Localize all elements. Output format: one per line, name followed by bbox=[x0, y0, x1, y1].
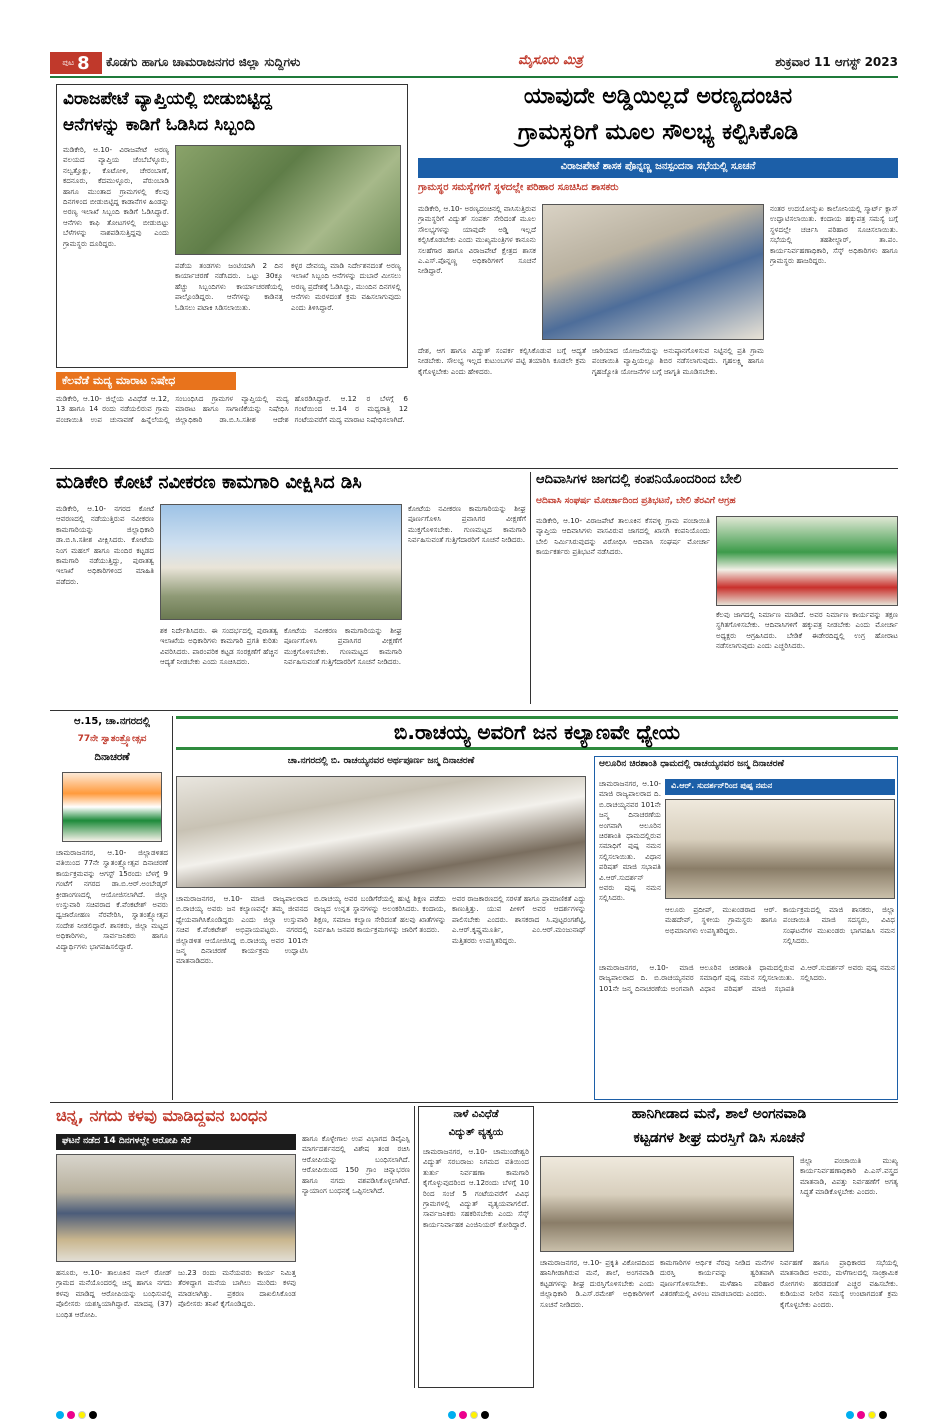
section-rule-2 bbox=[50, 710, 898, 711]
story-alur bbox=[594, 756, 898, 1100]
registration-marks-right bbox=[846, 1404, 890, 1423]
story-forest-villages bbox=[418, 84, 898, 464]
forest-villages-headline-2: ಗ್ರಾಮಸ್ಥರಿಗೆ ಮೂಲ ಸೌಲಭ್ಯ ಕಲ್ಪಿಸಿಕೊಡಿ bbox=[517, 120, 799, 145]
paper-name: ಮೈಸೂರು ಮಿತ್ರ bbox=[518, 53, 583, 68]
fort-body-continued: ಕೋಟೆಯ ನವೀಕರಣ ಕಾಮಗಾರಿಯನ್ನು ಶೀಘ್ರ ಪೂರ್ಣಗೊಳಿಸಿ ಪ್ರವಾಸಿಗರ ವೀಕ್ಷಣೆಗೆ ಮುಕ್ತಗೊಳಿಸಬೇಕು. ಗುಣಮಟ್ಟದ ಕಾಮಗಾರಿ ನಿರ್ವಹಿಸುವಂತೆ ಗುತ್ತಿಗೆದಾರರಿಗೆ ಸೂಚನೆ ನೀಡಿದರು. bbox=[408, 504, 526, 545]
power-headline-1: ನಾಳೆ ವಿವಿಧೆಡೆ bbox=[453, 1109, 499, 1120]
rachaiah-event-photo bbox=[176, 776, 586, 888]
forest-villages-body-a: ಮಡಿಕೇರಿ, ಆ.10- ಅರಣ್ಯದಂಚಿನಲ್ಲಿ ವಾಸಿಸುತ್ತಿರುವ ಗ್ರಾಮಸ್ಥರಿಗೆ ವಿದ್ಯುತ್ ಸಂಪರ್ಕ ಸೇರಿದಂತೆ ಮೂಲ ಸೌಲಭ್ಯಗಳನ್ನು ಯಾವುದೇ ಅಡ್ಡಿ ಇಲ್ಲದೆ ಕಲ್ಪಿಸಿಕೊಡಬೇಕು ಎಂದು ಮುಖ್ಯಮಂತ್ರಿಗಳ ಕಾನೂನು ಸಲಹೆಗಾರ ಹಾಗೂ ವಿರಾಜಪೇಟೆ ಕ್ಷೇತ್ರದ ಶಾಸಕ ಎ.ಎಸ್.ಪೊನ್ನಣ್ಣ ಅಧಿಕಾರಿಗಳಿಗೆ ಸೂಚನೆ ನೀಡಿದ್ದಾರೆ. bbox=[418, 204, 536, 276]
page-label: ಪುಟ bbox=[62, 58, 75, 67]
story-theft bbox=[56, 1106, 410, 1388]
magenta-dot bbox=[459, 1411, 467, 1419]
fort-body-c: ಕೋಟೆಯ ನವೀಕರಣ ಕಾಮಗಾರಿಯನ್ನು ಶೀಘ್ರ ಪೂರ್ಣಗೊಳಿಸಿ ಪ್ರವಾಸಿಗರ ವೀಕ್ಷಣೆಗೆ ಮುಕ್ತಗೊಳಿಸಬೇಕು. ಗುಣಮಟ್ಟದ ಕಾಮಗಾರಿ ನಿರ್ವಹಿಸುವಂತೆ ಗುತ್ತಿಗೆದಾರರಿಗೆ ಸೂಚನೆ ನೀಡಿದರು. bbox=[284, 626, 402, 667]
forest-villages-body-c: ಜಾರಿಯಾದ ಯೋಜನೆಯನ್ನು ಅನುಷ್ಠಾನಗೊಳಿಸುವ ನಿಟ್ಟಿನಲ್ಲಿ ಪ್ರತಿ ಗ್ರಾಮ ಪಂಚಾಯಿತಿ ವ್ಯಾಪ್ತಿಯಲ್ಲೂ ಶಿಬಿರ ನಡೆಸಲಾಗುವುದು. ಗೃಹಲಕ್ಷ್ಮಿ ಹಾಗೂ ಗೃಹಜ್ಯೋತಿ ಯೋಜನೆಗಳ ಬಗ್ಗೆ ಜಾಗೃತಿ ಮೂಡಿಸಬೇಕು. bbox=[592, 346, 764, 376]
page-number-badge bbox=[50, 52, 102, 74]
fort-body-a: ಮಡಿಕೇರಿ, ಆ.10- ನಗರದ ಕೋಟೆ ಆವರಣದಲ್ಲಿ ನಡೆಯುತ್ತಿರುವ ನವೀಕರಣ ಕಾಮಗಾರಿಯನ್ನು ಜಿಲ್ಲಾಧಿಕಾರಿ ಡಾ.ಬಿ.ಸಿ.ಸತೀಶ ವೀಕ್ಷಿಸಿದರು. ಕೋಟೆಯ ನಿಂಗ ಮಹಲ್ ಹಾಗೂ ಮಂದಿರ ಕಟ್ಟಡದ ಕಾಮಗಾರಿ ನಡೆಯುತ್ತಿದ್ದು, ಪುರಾತತ್ವ ಇಲಾಖೆ ಅಧಿಕಾರಿಗಳಿಂದ ಮಾಹಿತಿ ಪಡೆದರು. bbox=[56, 504, 154, 586]
story-power bbox=[418, 1106, 534, 1388]
story-elephants-body-c: ಕಳ್ಳರ ದೇವಯ್ಯ ಮಾಡಿ ನಿರ್ದೇಶನದಂತೆ ಅರಣ್ಯ ಇಲಾಖೆ ಸಿಬ್ಬಂದಿ ಆನೆಗಳನ್ನು ದುಬಾರೆ ಮೀಸಲು ಅರಣ್ಯ ಪ್ರದೇಶಕ್ಕೆ ಓಡಿಸಿದ್ದು, ಮುಂದಿನ ದಿನಗಳಲ್ಲಿ ಆನೆಗಳು ಮರಳದಂತೆ ಕ್ರಮ ವಹಿಸಲಾಗುವುದು ಎಂದು ತಿಳಿಸಿದ್ದಾರೆ. bbox=[291, 261, 401, 312]
registration-marks-center bbox=[448, 1404, 492, 1423]
masthead-rule bbox=[50, 76, 898, 78]
column-rule-2 bbox=[172, 716, 173, 1100]
forest-villages-kicker: ವಿರಾಜಪೇಟೆ ಶಾಸಕ ಪೊನ್ನಣ್ಣ ಜನಸ್ಪಂದನಾ ಸಭೆಯಲ್ಲಿ ಸೂಚನೆ bbox=[418, 158, 898, 178]
fort-body-b: ಶಕ ನಿರ್ದೇಶಿಸಿದರು. ಈ ಸಂದರ್ಭದಲ್ಲಿ ಪುರಾತತ್ವ ಇಲಾಖೆಯ ಅಧಿಕಾರಿಗಳು ಕಾಮಗಾರಿ ಪ್ರಗತಿ ಕುರಿತು ವಿವರಿಸಿದರು. ಪಾರಂಪರಿಕ ಕಟ್ಟಡ ಸಂರಕ್ಷಣೆಗೆ ಹೆಚ್ಚಿನ ಆದ್ಯತೆ ನೀಡಬೇಕು ಎಂದು ಸೂಚಿಸಿದರು. bbox=[160, 626, 278, 667]
dc-meeting-photo bbox=[540, 1156, 794, 1252]
adivasi-body-b: ಕೆಲವು ಜಾಗದಲ್ಲಿ ನಿರ್ಮಾಣ ಮಾಡಿದೆ. ಅವರ ನಿರ್ಮಾಣ ಕಾರ್ಯವನ್ನು ತಕ್ಷಣ ಸ್ಥಗಿತಗೊಳಿಸಬೇಕು. ಆದಿವಾಸಿಗಳಿಗೆ ಹಕ್ಕುಪತ್ರ ನೀಡಬೇಕು ಎಂದು ಮೋರ್ಚಾ ಅಧ್ಯಕ್ಷರು ಆಗ್ರಹಿಸಿದರು. ಬೇಡಿಕೆ ಈಡೇರದಿದ್ದಲ್ಲಿ ಉಗ್ರ ಹೋರಾಟ ನಡೆಸಲಾಗುವುದು ಎಂದು ಎಚ್ಚರಿಸಿದರು. bbox=[716, 610, 898, 651]
rachaiah-body-c: ಅವರ ರಾಜಕಾರಣದಲ್ಲಿ ಸರಳತೆ ಹಾಗೂ ಪ್ರಾಮಾಣಿಕತೆ ಎದ್ದು ಕಾಣುತ್ತಿತ್ತು. ಯುವ ಪೀಳಿಗೆ ಅವರ ಆದರ್ಶಗಳನ್ನು ಪಾಲಿಸಬೇಕು ಎಂದರು. ಶಾಸಕರಾದ ಸಿ.ಪುಟ್ಟರಂಗಶೆಟ್ಟಿ, ಎ.ಆರ್.ಕೃಷ್ಣಮೂರ್ತಿ, ಎಂ.ಆರ್.ಮಂಜುನಾಥ್ ಮತ್ತಿತರರು ಉಪಸ್ಥಿತರಿದ್ದರು. bbox=[452, 894, 586, 945]
rachaiah-body-a: ಚಾಮರಾಜನಗರ, ಆ.10- ಮಾಜಿ ರಾಜ್ಯಪಾಲರಾದ ಬಿ.ರಾಚಯ್ಯ ಅವರು ಜನ ಕಲ್ಯಾಣವನ್ನೇ ತಮ್ಮ ಜೀವನದ ಧ್ಯೇಯವಾಗಿಸಿಕೊಂಡಿದ್ದರು ಎಂದು ಜಿಲ್ಲಾ ಉಸ್ತುವಾರಿ ಸಚಿವ ಕೆ.ವೆಂಕಟೇಶ್ ಅಭಿಪ್ರಾಯಪಟ್ಟರು. ನಗರದಲ್ಲಿ ಜಿಲ್ಲಾಡಳಿತ ಆಯೋಜಿಸಿದ್ದ ಬಿ.ರಾಚಯ್ಯ ಅವರ 101ನೇ ಜನ್ಮ ದಿನಾಚರಣೆ ಕಾರ್ಯಕ್ರಮ ಉದ್ಘಾಟಿಸಿ ಮಾತನಾಡಿದರು. bbox=[176, 894, 308, 966]
independence-body: ಚಾಮರಾಜನಗರ, ಆ.10- ಜಿಲ್ಲಾಡಳಿತದ ವತಿಯಿಂದ 77ನೇ ಸ್ವಾತಂತ್ರ್ಯೋತ್ಸವ ದಿನಾಚರಣೆ ಕಾರ್ಯಕ್ರಮವನ್ನು ಆಗಸ್ಟ್ 15ರಂದು ಬೆಳಗ್ಗೆ 9 ಗಂಟೆಗೆ ನಗರದ ಡಾ.ಬಿ.ಆರ್.ಅಂಬೇಡ್ಕರ್ ಕ್ರೀಡಾಂಗಣದಲ್ಲಿ ಆಯೋಜಿಸಲಾಗಿದೆ. ಜಿಲ್ಲಾ ಉಸ್ತುವಾರಿ ಸಚಿವರಾದ ಕೆ.ವೆಂಕಟೇಶ್ ಅವರು ಧ್ವಜಾರೋಹಣ ನೆರವೇರಿಸಿ, ಸ್ವಾತಂತ್ರ್ಯೋತ್ಸವ ಸಂದೇಶ ನೀಡಲಿದ್ದಾರೆ. ಶಾಸಕರು, ಜಿಲ್ಲಾ ಮಟ್ಟದ ಅಧಿಕಾರಿಗಳು, ಸಾರ್ವಜನಿಕರು ಹಾಗೂ ವಿದ್ಯಾರ್ಥಿಗಳು ಭಾಗವಹಿಸಲಿದ್ದಾರೆ. bbox=[56, 848, 168, 951]
alur-tribute-photo bbox=[665, 799, 895, 899]
alur-body-b: ಆಲೂರು ಪ್ರದೀಪ್, ಮುಖಂಡರಾದ ಆರ್. ಮಹದೇವ್, ಸ್ಥಳೀಯ ಗ್ರಾಮಸ್ಥರು ಹಾಗೂ ಅಭಿಮಾನಿಗಳು ಉಪಸ್ಥಿತರಿದ್ದರು. bbox=[665, 905, 777, 935]
forest-villages-body-b: ದೇಶ, ಆಗ ಹಾಗೂ ವಿದ್ಯುತ್ ಸಂಪರ್ಕ ಕಲ್ಪಿಸಿಕೊಡುವ ಬಗ್ಗೆ ಆದ್ಯತೆ ನೀಡಬೇಕು. ಸೌಲಭ್ಯ ಇಲ್ಲದ ಕುಟುಂಬಗಳ ಪಟ್ಟಿ ತಯಾರಿಸಿ ಕೂಡಲೇ ಕ್ರಮ ಕೈಗೊಳ್ಳಬೇಕು ಎಂದು ಹೇಳಿದರು. bbox=[418, 346, 586, 376]
adivasi-kicker: ಆದಿವಾಸಿ ಸಂಘರ್ಷ ಮೋರ್ಚಾದಿಂದ ಪ್ರತಿಭಟನೆ, ಬೇಲಿ ತೆರವಿಗೆ ಆಗ್ರಹ bbox=[536, 496, 736, 506]
masthead bbox=[50, 52, 898, 74]
yellow-dot bbox=[868, 1411, 876, 1419]
alur-kicker: ವಿ.ಆರ್. ಸುದರ್ಶನ್‌ರಿಂದ ಪುಷ್ಪ ನಮನ bbox=[665, 779, 895, 795]
power-headline-2: ವಿದ್ಯುತ್ ವ್ಯತ್ಯಯ bbox=[448, 1127, 504, 1138]
elephant-forest-photo bbox=[175, 145, 401, 255]
black-dot bbox=[879, 1411, 887, 1419]
adivasi-headline: ಆದಿವಾಸಿಗಳ ಜಾಗದಲ್ಲಿ ಕಂಪನಿಯೊಂದರಿಂದ ಬೇಲಿ bbox=[536, 472, 742, 487]
damaged-body-b: ಚಾಮರಾಜನಗರ, ಆ.10- ಪ್ರಕೃತಿ ವಿಕೋಪದಿಂದ ಹಾನಿಗೀಡಾಗಿರುವ ಮನೆ, ಶಾಲೆ, ಅಂಗನವಾಡಿ ಕಟ್ಟಡಗಳನ್ನು ಶೀಘ್ರ ದುರಸ್ತಿಗೊಳಿಸಬೇಕು ಎಂದು ಜಿಲ್ಲಾಧಿಕಾರಿ ಡಿ.ಎಸ್.ರಮೇಶ್ ಅಧಿಕಾರಿಗಳಿಗೆ ಸೂಚನೆ ನೀಡಿದರು. bbox=[540, 1258, 654, 1309]
theft-kicker: ಘಟನೆ ನಡೆದ 14 ದಿನಗಳಲ್ಲೇ ಆರೋಪಿ ಸೆರೆ bbox=[56, 1134, 296, 1150]
alur-body-a: ಚಾಮರಾಜನಗರ, ಆ.10- ಮಾಜಿ ರಾಜ್ಯಪಾಲರಾದ ದಿ. ಬಿ.ರಾಚಯ್ಯನವರ 101ನೇ ಜನ್ಮ ದಿನಾಚರಣೆಯ ಅಂಗವಾಗಿ ಆಲೂರಿನ ಚಿರಶಾಂತಿ ಧಾಮದಲ್ಲಿರುವ ಸಮಾಧಿಗೆ ಪುಷ್ಪ ನಮನ ಸಲ್ಲಿಸಲಾಯಿತು. ವಿಧಾನ ಪರಿಷತ್ ಮಾಜಿ ಸಭಾಪತಿ ವಿ.ಆರ್.ಸುದರ್ಶನ್ ಅವರು ಪುಷ್ಪ ನಮನ ಸಲ್ಲಿಸಿದರು. bbox=[599, 779, 661, 903]
damaged-body-a: ಜಿಲ್ಲಾ ಪಂಚಾಯಿತಿ ಮುಖ್ಯ ಕಾರ್ಯನಿರ್ವಹಣಾಧಿಕಾರಿ ಪಿ.ಎಸ್.ವಸ್ತ್ರದ ಮಾತನಾಡಿ, ವಿಪತ್ತು ನಿರ್ವಹಣೆಗೆ ಅಗತ್ಯ ಸಿದ್ಧತೆ ಮಾಡಿಕೊಳ್ಳಬೇಕು ಎಂದರು. bbox=[800, 1156, 898, 1197]
theft-body-c: ಹಾಗೂ ಕೊಳ್ಳೇಗಾಲ ಉಪ ವಿಭಾಗದ ಡಿವೈಎಸ್ಪಿ ಮಾರ್ಗದರ್ಶನದಲ್ಲಿ ವಿಶೇಷ ತಂಡ ರಚಿಸಿ ಆರೋಪಿಯನ್ನು ಬಂಧಿಸಲಾಗಿದೆ. ಆರೋಪಿಯಿಂದ 150 ಗ್ರಾಂ ಚಿನ್ನಾಭರಣ ಹಾಗೂ ನಗದು ವಶಪಡಿಸಿಕೊಳ್ಳಲಾಗಿದೆ. ನ್ಯಾಯಾಂಗ ಬಂಧನಕ್ಕೆ ಒಪ್ಪಿಸಲಾಗಿದೆ. bbox=[302, 1134, 410, 1196]
cyan-dot bbox=[448, 1411, 456, 1419]
rachaiah-kicker: ಚಾ.ನಗರದಲ್ಲಿ ಬಿ. ರಾಚಯ್ಯನವರ ಅರ್ಥಪೂರ್ಣ ಜನ್ಮ ದಿನಾಚರಣೆ bbox=[287, 756, 475, 766]
section-title: ಕೊಡಗು ಹಾಗೂ ಚಾಮರಾಜನಗರ ಜಿಲ್ಲಾ ಸುದ್ದಿಗಳು bbox=[106, 55, 301, 69]
story-liquor-ban bbox=[56, 372, 408, 464]
theft-body-b: ಜು.23 ರಂದು ಮನೆಯವರು ಕಾರ್ಯ ನಿಮಿತ್ತ ತೆರಳಿದ್ದಾಗ ಮನೆಯ ಬಾಗಿಲು ಮುರಿದು ಕಳವು ಮಾಡಲಾಗಿತ್ತು. ಪ್ರಕರಣ ದಾಖಲಿಸಿಕೊಂಡ ಪೊಲೀಸರು ತನಿಖೆ ಕೈಗೊಂಡಿದ್ದರು. bbox=[178, 1268, 296, 1309]
story-adivasi bbox=[536, 470, 898, 706]
yellow-dot bbox=[470, 1411, 478, 1419]
liquor-ban-headline: ಕೆಲವೆಡೆ ಮದ್ಯ ಮಾರಾಟ ನಿಷೇಧ bbox=[56, 372, 236, 390]
independence-headline-2: 77ನೇ ಸ್ವಾತಂತ್ರ್ಯೋತ್ಸವ bbox=[77, 734, 147, 744]
story-elephants bbox=[56, 84, 408, 368]
registration-marks-left bbox=[56, 1404, 100, 1423]
theft-body-a: ಹನೂರು, ಆ.10- ತಾಲೂಕಿನ ನಾಲ್ ರೋಡ್ ಗ್ರಾಮದ ಮನೆಯೊಂದರಲ್ಲಿ ಚಿನ್ನ ಹಾಗೂ ನಗದು ಕಳವು ಮಾಡಿದ್ದ ಆರೋಪಿಯನ್ನು ಬಂಧಿಸುವಲ್ಲಿ ಪೊಲೀಸರು ಯಶಸ್ವಿಯಾಗಿದ್ದಾರೆ. ಮಾದಪ್ಪ (37) ಬಂಧಿತ ಆರೋಪಿ. bbox=[56, 1268, 172, 1319]
forest-villages-body-d: ನಂತರ ಉದಯೋನ್ಮುಖ ಕಾಲೋನಿಯಲ್ಲಿ ಸ್ಮಾರ್ಟ್ ಕ್ಲಾಸ್ ಉದ್ಘಾಟಿಸಲಾಯಿತು. ಕಂದಾಯ ಹಕ್ಕುಪತ್ರ ಸಮಸ್ಯೆ ಬಗ್ಗೆ ಸ್ಥಳದಲ್ಲೇ ಚರ್ಚಿಸಿ ಪರಿಹಾರ ಸೂಚಿಸಲಾಯಿತು. ಸಭೆಯಲ್ಲಿ ತಹಶೀಲ್ದಾರ್, ತಾ.ಪಂ. ಕಾರ್ಯನಿರ್ವಹಣಾಧಿಕಾರಿ, ಸೆಸ್ಕ್ ಅಧಿಕಾರಿಗಳು ಹಾಗೂ ಗ್ರಾಮಸ್ಥರು ಹಾಜರಿದ್ದರು. bbox=[770, 204, 898, 266]
independence-headline-3: ದಿನಾಚರಣೆ bbox=[94, 752, 130, 763]
cyan-dot bbox=[846, 1411, 854, 1419]
issue-date: ಶುಕ್ರವಾರ 11 ಆಗಸ್ಟ್ 2023 bbox=[775, 55, 898, 69]
magenta-dot bbox=[857, 1411, 865, 1419]
column-rule-1 bbox=[530, 472, 531, 704]
magenta-dot bbox=[67, 1411, 75, 1419]
story-elephants-body-b: ಪಡೆಯ ತಂಡಗಳು ಜಂಟಿಯಾಗಿ 2 ದಿನ ಕಾರ್ಯಾಚರಣೆ ನಡೆಸಿದರು. ಒಟ್ಟು 30ಕ್ಕೂ ಹೆಚ್ಚು ಸಿಬ್ಬಂದಿಗಳು ಕಾರ್ಯಾಚರಣೆಯಲ್ಲಿ ಪಾಲ್ಗೊಂಡಿದ್ದರು. ಆನೆಗಳನ್ನು ಕಾಡಿನತ್ತ ಓಡಿಸಲು ಪಟಾಕಿ ಸಿಡಿಸಲಾಯಿತು. bbox=[175, 261, 283, 312]
alur-body-c: ಕಾರ್ಯಕ್ರಮದಲ್ಲಿ ಮಾಜಿ ಶಾಸಕರು, ಜಿಲ್ಲಾ ಪಂಚಾಯಿತಿ ಮಾಜಿ ಸದಸ್ಯರು, ವಿವಿಧ ಸಂಘಟನೆಗಳ ಮುಖಂಡರು ಭಾಗವಹಿಸಿ ನಮನ ಸಲ್ಲಿಸಿದರು. bbox=[783, 905, 895, 946]
story-elephants-headline-1: ವಿರಾಜಪೇಟೆ ವ್ಯಾಪ್ತಿಯಲ್ಲಿ ಬೀಡುಬಿಟ್ಟಿದ್ದ bbox=[63, 89, 273, 109]
adivasi-protest-photo bbox=[716, 516, 898, 606]
story-fort bbox=[56, 470, 526, 706]
alur-body-extra: ಚಾಮರಾಜನಗರ, ಆ.10- ಮಾಜಿ ರಾಜ್ಯಪಾಲರಾದ ದಿ. ಬಿ.ರಾಚಯ್ಯನವರ 101ನೇ ಜನ್ಮ ದಿನಾಚರಣೆಯ ಅಂಗವಾಗಿ ಆಲೂರಿನ ಚಿರಶಾಂತಿ ಧಾಮದಲ್ಲಿರುವ ಸಮಾಧಿಗೆ ಪುಷ್ಪ ನಮನ ಸಲ್ಲಿಸಲಾಯಿತು. ವಿಧಾನ ಪರಿಷತ್ ಮಾಜಿ ಸಭಾಪತಿ ವಿ.ಆರ್.ಸುದರ್ಶನ್ ಅವರು ಪುಷ್ಪ ನಮನ ಸಲ್ಲಿಸಿದರು. bbox=[599, 963, 895, 993]
rachaiah-headline: ಬಿ.ರಾಚಯ್ಯ ಅವರಿಗೆ ಜನ ಕಲ್ಯಾಣವೇ ಧ್ಯೇಯ bbox=[393, 720, 681, 744]
independence-headline-1: ಆ.15, ಚಾ.ನಗರದಲ್ಲಿ bbox=[73, 716, 151, 727]
story-elephants-headline-2: ಆನೆಗಳನ್ನು ಕಾಡಿಗೆ ಓಡಿಸಿದ ಸಿಬ್ಬಂದಿ bbox=[63, 115, 256, 135]
forest-villages-headline-1: ಯಾವುದೇ ಅಡ್ಡಿಯಿಲ್ಲದೆ ಅರಣ್ಯದಂಚಿನ bbox=[523, 84, 793, 109]
story-damaged-buildings bbox=[540, 1106, 898, 1388]
power-body: ಚಾಮರಾಜನಗರ, ಆ.10- ಚಾಮುಂಡೇಶ್ವರಿ ವಿದ್ಯುತ್ ಸರಬರಾಜು ನಿಗಮದ ವತಿಯಿಂದ ತುರ್ತು ನಿರ್ವಹಣಾ ಕಾಮಗಾರಿ ಕೈಗೊಳ್ಳುವುದರಿಂದ ಆ.12ರಂದು ಬೆಳಗ್ಗೆ 10 ರಿಂದ ಸಂಜೆ 5 ಗಂಟೆಯವರೆಗೆ ವಿವಿಧ ಗ್ರಾಮಗಳಲ್ಲಿ ವಿದ್ಯುತ್ ವ್ಯತ್ಯಯವಾಗಲಿದೆ. ಸಾರ್ವಜನಿಕರು ಸಹಕರಿಸಬೇಕು ಎಂದು ಸೆಸ್ಕ್ ಕಾರ್ಯನಿರ್ವಾಹಕ ಎಂಜಿನಿಯರ್ ಕೋರಿದ್ದಾರೆ. bbox=[423, 1147, 529, 1229]
section-rule-3 bbox=[50, 1102, 898, 1103]
black-dot bbox=[89, 1411, 97, 1419]
tricolor-graphic bbox=[62, 772, 162, 842]
column-rule-3 bbox=[414, 1106, 415, 1388]
alur-headline: ಆಲೂರಿನ ಚಿರಶಾಂತಿ ಧಾಮದಲ್ಲಿ ರಾಚಯ್ಯನವರ ಜನ್ಮ ದಿನಾಚರಣೆ bbox=[599, 759, 785, 769]
mla-meeting-photo bbox=[542, 204, 764, 340]
black-dot bbox=[481, 1411, 489, 1419]
story-independence bbox=[56, 716, 168, 1100]
yellow-dot bbox=[78, 1411, 86, 1419]
damaged-body-c: ಕಾಮಗಾರಿಗಳ ಆರ್ಥಿಕ ನೆರವು ನೀಡಿದ ಮನೆಗಳ ದುರಸ್ತಿ ಕಾರ್ಯವನ್ನು ತ್ವರಿತವಾಗಿ ಪೂರ್ಣಗೊಳಿಸಬೇಕು. ಮಳೆಹಾನಿ ಪರಿಹಾರ ವಿತರಣೆಯಲ್ಲಿ ವಿಳಂಬ ಮಾಡಬಾರದು ಎಂದರು. bbox=[660, 1258, 774, 1299]
adivasi-body-a: ಮಡಿಕೇರಿ, ಆ.10- ವಿರಾಜಪೇಟೆ ತಾಲೂಕಿನ ಕೆಸವಳ್ಳಿ ಗ್ರಾಮ ಪಂಚಾಯಿತಿ ವ್ಯಾಪ್ತಿಯ ಆದಿವಾಸಿಗಳು ವಾಸವಿರುವ ಜಾಗದಲ್ಲಿ ಖಾಸಗಿ ಕಂಪನಿಯೊಂದು ಬೇಲಿ ನಿರ್ಮಿಸಿರುವುದನ್ನು ವಿರೋಧಿಸಿ ಆದಿವಾಸಿ ಸಂಘರ್ಷ ಮೋರ್ಚಾ ಕಾರ್ಯಕರ್ತರು ಪ್ರತಿಭಟನೆ ನಡೆಸಿದರು. bbox=[536, 516, 710, 557]
damaged-body-d: ನಿರ್ವಹಣೆ ಹಾಗೂ ಪ್ರಾಧಿಕಾರದ ಸಭೆಯಲ್ಲಿ ಮಾತನಾಡಿದ ಅವರು, ಮಳೆಗಾಲದಲ್ಲಿ ಸಾಂಕ್ರಾಮಿಕ ರೋಗಗಳು ಹರಡದಂತೆ ಎಚ್ಚರ ವಹಿಸಬೇಕು. ಕುಡಿಯುವ ನೀರಿನ ಸಮಸ್ಯೆ ಉಂಟಾಗದಂತೆ ಕ್ರಮ ಕೈಗೊಳ್ಳಬೇಕು ಎಂದರು. bbox=[780, 1258, 898, 1309]
forest-villages-subhead: ಗ್ರಾಮಸ್ಥರ ಸಮಸ್ಯೆಗಳಿಗೆ ಸ್ಥಳದಲ್ಲೇ ಪರಿಹಾರ ಸೂಚಿಸಿದ ಶಾಸಕರು bbox=[418, 182, 619, 193]
liquor-ban-body: ಮಡಿಕೇರಿ, ಆ.10- ಜಿಲ್ಲೆಯ ವಿವಿಧೆಡೆ ಆ.12, 13 ಹಾಗೂ 14 ರಂದು ನಡೆಯಲಿರುವ ಗ್ರಾಮ ಪಂಚಾಯಿತಿ ಉಪ ಚುನಾವಣೆ ಹಿನ್ನೆಲೆಯಲ್ಲಿ ಸಂಬಂಧಿಸಿದ ಗ್ರಾಮಗಳ ವ್ಯಾಪ್ತಿಯಲ್ಲಿ ಮದ್ಯ ಮಾರಾಟ ಹಾಗೂ ಸಾಗಾಣಿಕೆಯನ್ನು ನಿಷೇಧಿಸಿ ಜಿಲ್ಲಾಧಿಕಾರಿ ಡಾ.ಬಿ.ಸಿ.ಸತೀಶ ಆದೇಶ ಹೊರಡಿಸಿದ್ದಾರೆ. ಆ.12 ರ ಬೆಳಗ್ಗೆ 6 ಗಂಟೆಯಿಂದ ಆ.14 ರ ಮಧ್ಯರಾತ್ರಿ 12 ಗಂಟೆಯವರೆಗೆ ಮದ್ಯ ಮಾರಾಟ ನಿಷೇಧಿಸಲಾಗಿದೆ. bbox=[56, 394, 408, 424]
page-number: 8 bbox=[77, 52, 90, 74]
damaged-headline-1: ಹಾನಿಗೀಡಾದ ಮನೆ, ಶಾಲೆ ಅಂಗನವಾಡಿ bbox=[631, 1106, 807, 1122]
theft-headline: ಚಿನ್ನ, ನಗದು ಕಳವು ಮಾಡಿದ್ದವನ ಬಂಧನ bbox=[56, 1106, 268, 1125]
rachaiah-body-b: ಬಿ.ರಾಚಯ್ಯ ಅವರ ಬಂಡಿಗೆರೆಯಲ್ಲಿ ಹುಟ್ಟಿ ಶಿಕ್ಷಣ ಪಡೆದು ರಾಜ್ಯದ ಉನ್ನತ ಸ್ಥಾನಗಳನ್ನು ಅಲಂಕರಿಸಿದರು. ಕಂದಾಯ, ಶಿಕ್ಷಣ, ಸಮಾಜ ಕಲ್ಯಾಣ ಸೇರಿದಂತೆ ಹಲವು ಖಾತೆಗಳನ್ನು ನಿರ್ವಹಿಸಿ ಜನಪರ ಕಾರ್ಯಕ್ರಮಗಳನ್ನು ಜಾರಿಗೆ ತಂದರು. bbox=[314, 894, 446, 935]
fort-headline: ಮಡಿಕೇರಿ ಕೋಟೆ ನವೀಕರಣ ಕಾಮಗಾರಿ ವೀಕ್ಷಿಸಿದ ಡಿಸಿ bbox=[56, 472, 362, 493]
police-arrest-photo bbox=[56, 1154, 296, 1262]
fort-building-photo bbox=[160, 504, 402, 620]
cyan-dot bbox=[56, 1411, 64, 1419]
story-elephants-body-a: ಮಡಿಕೇರಿ, ಆ.10- ವಿರಾಜಪೇಟೆ ಅರಣ್ಯ ವಲಯದ ವ್ಯಾಪ್ತಿಯ ಚೆಂಬೆಬೆಳ್ಳೂರು, ನಲ್ವತ್ತೊಕ್ಲು, ಕೊಟೋಳಿ, ಚೇರಂಬಾಣೆ, ಕದನೂರು, ಕೆದಮುಳ್ಳೂರು, ಪೆರುಂಬಾಡಿ ಹಾಗೂ ಮುಂತಾದ ಗ್ರಾಮಗಳಲ್ಲಿ ಕೆಲವು ದಿನಗಳಿಂದ ಬೀಡುಬಿಟ್ಟಿದ್ದ ಕಾಡಾನೆಗಳ ಹಿಂಡನ್ನು ಅರಣ್ಯ ಇಲಾಖೆ ಸಿಬ್ಬಂದಿ ಕಾಡಿಗೆ ಓಡಿಸಿದ್ದಾರೆ. ಆನೆಗಳು ಕಾಫಿ ತೋಟಗಳಲ್ಲಿ ಬೀಡುಬಿಟ್ಟು ಬೆಳೆಗಳನ್ನು ನಾಶಪಡಿಸುತ್ತಿದ್ದವು ಎಂದು ಗ್ರಾಮಸ್ಥರು ದೂರಿದ್ದರು. bbox=[63, 145, 169, 248]
damaged-headline-2: ಕಟ್ಟಡಗಳ ಶೀಘ್ರ ದುರಸ್ತಿಗೆ ಡಿಸಿ ಸೂಚನೆ bbox=[633, 1130, 805, 1146]
section-rule-1 bbox=[50, 468, 898, 469]
